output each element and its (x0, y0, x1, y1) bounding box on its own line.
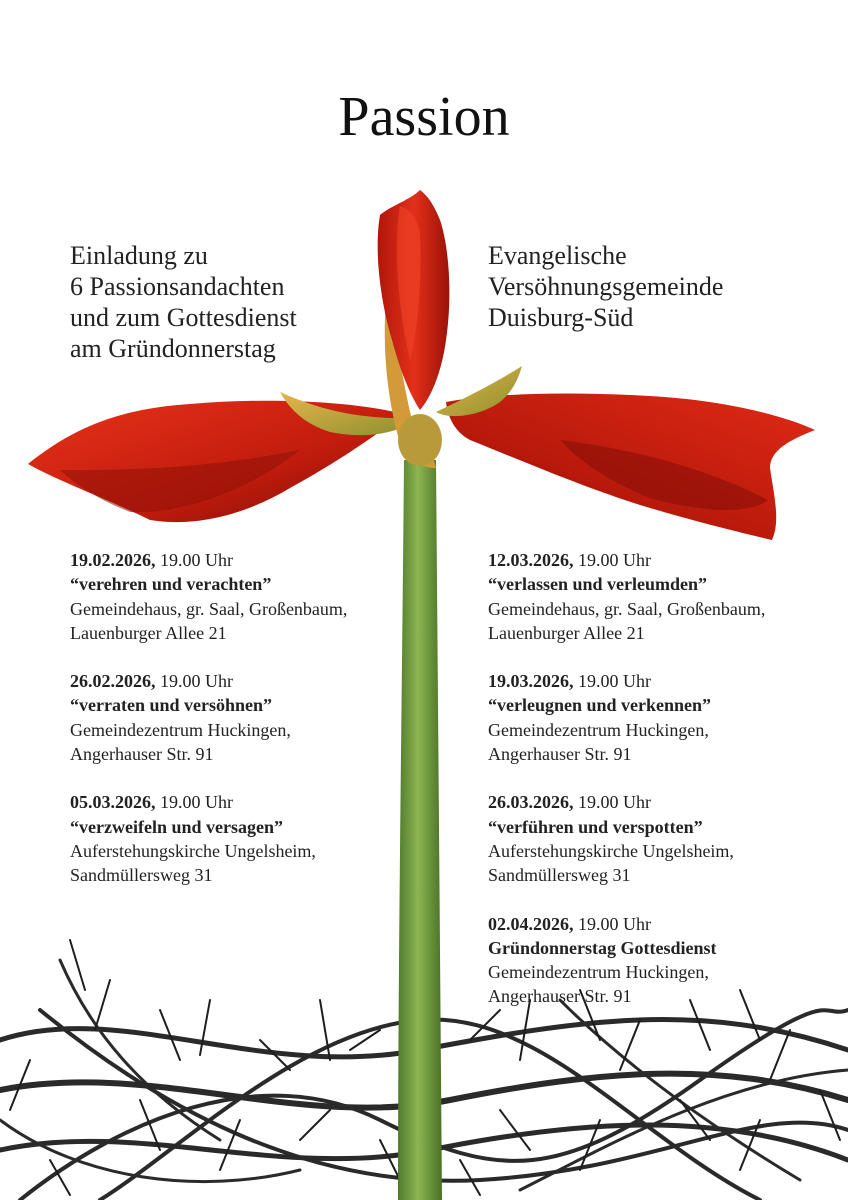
event-place: Gemeindehaus, gr. Saal, Großenbaum, (488, 598, 766, 619)
event-time: 19.00 Uhr (160, 671, 233, 692)
event-time: 19.00 Uhr (578, 671, 651, 692)
invitation-line: Einladung zu (70, 241, 208, 270)
event-theme: “verlassen und verleumden” (488, 574, 708, 595)
events-list-left (70, 548, 400, 912)
event-time: 19.00 Uhr (578, 550, 651, 570)
event-address: Angerhauser Str. 91 (70, 744, 214, 765)
event-date: 12.03.2026, (488, 550, 574, 570)
congregation-line: Evangelische (488, 241, 627, 270)
event-entry (488, 669, 818, 766)
event-address: Lauenburger Allee 21 (70, 622, 227, 643)
event-place: Gemeindezentrum Huckingen, (70, 719, 291, 740)
event-entry (70, 790, 400, 887)
event-theme: “verzweifeln und versagen” (70, 816, 283, 837)
event-theme: “verraten und versöhnen” (70, 695, 272, 716)
event-entry (70, 669, 400, 766)
event-entry (488, 912, 818, 1009)
event-date: 19.02.2026, (70, 550, 156, 570)
flower-center (398, 414, 442, 466)
event-address: Angerhauser Str. 91 (488, 744, 632, 765)
event-date: 05.03.2026, (70, 792, 156, 813)
event-date: 02.04.2026, (488, 913, 574, 934)
event-address: Angerhauser Str. 91 (488, 986, 632, 1007)
event-theme: “verführen und verspotten” (488, 816, 703, 837)
event-address: Sandmüllersweg 31 (70, 865, 213, 886)
event-time: 19.00 Uhr (578, 792, 651, 813)
event-date: 19.03.2026, (488, 671, 574, 692)
event-time: 19.00 Uhr (160, 792, 233, 813)
event-place: Auferstehungskirche Ungelsheim, (488, 840, 734, 861)
congregation-name (488, 240, 723, 333)
event-date: 26.02.2026, (70, 671, 156, 692)
event-entry (488, 548, 818, 645)
event-theme: Gründonnerstag Gottesdienst (488, 937, 717, 958)
event-address: Sandmüllersweg 31 (488, 865, 631, 886)
congregation-line: Duisburg-Süd (488, 303, 634, 332)
events-list-right (488, 548, 818, 1033)
event-time: 19.00 Uhr (578, 913, 651, 934)
event-place: Gemeindehaus, gr. Saal, Großenbaum, (70, 598, 348, 619)
invitation-line: am Gründonnerstag (70, 334, 276, 363)
event-theme: “verehren und verachten” (70, 574, 272, 595)
page-title: Passion (338, 86, 510, 148)
invitation-line: und zum Gottesdienst (70, 303, 297, 332)
invitation-line: 6 Passionsandachten (70, 272, 285, 301)
event-address: Lauenburger Allee 21 (488, 622, 645, 643)
event-time: 19.00 Uhr (160, 550, 233, 570)
event-date: 26.03.2026, (488, 792, 574, 813)
event-entry (488, 790, 818, 887)
event-place: Auferstehungskirche Ungelsheim, (70, 840, 316, 861)
event-place: Gemeindezentrum Huckingen, (488, 962, 709, 983)
flower-stem (398, 460, 442, 1200)
congregation-line: Versöhnungsgemeinde (488, 272, 724, 301)
invitation-text (70, 240, 297, 364)
event-theme: “verleugnen und verkennen” (488, 695, 712, 716)
event-place: Gemeindezentrum Huckingen, (488, 719, 709, 740)
event-entry (70, 548, 400, 645)
